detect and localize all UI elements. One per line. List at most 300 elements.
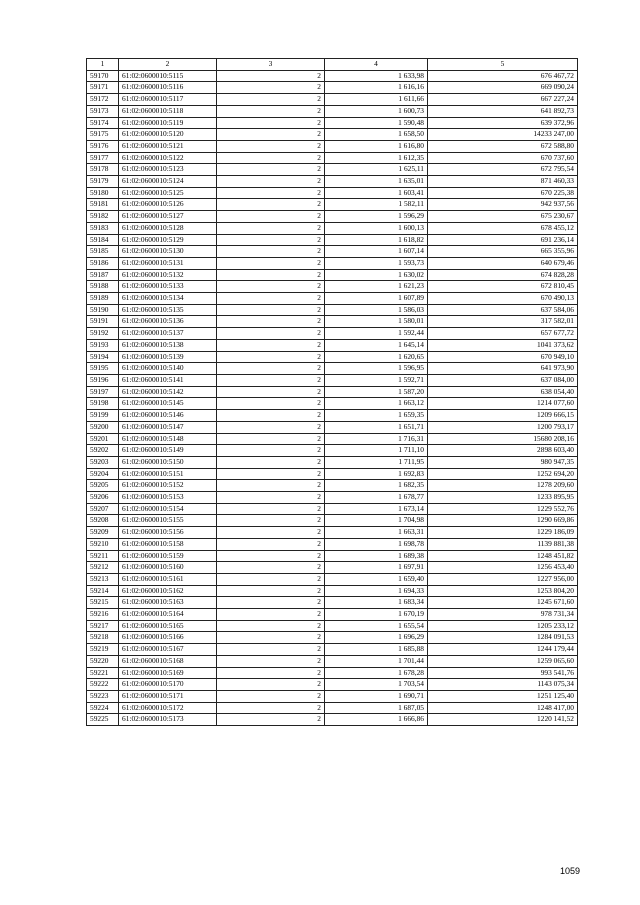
table-cell-col3: 2 — [217, 269, 325, 281]
table-row — [87, 690, 578, 702]
table-cell-col5: 1259 065,60 — [428, 655, 578, 667]
table-cell-col4: 1 621,23 — [325, 281, 428, 293]
table-cell-col2: 61:02:0600010:5118 — [119, 105, 217, 117]
table-cell-col1: 59208 — [87, 515, 119, 527]
table-cell-col3: 2 — [217, 316, 325, 328]
table-cell-col3: 2 — [217, 655, 325, 667]
table-cell-col2: 61:02:0600010:5141 — [119, 374, 217, 386]
table-cell-col4: 1 655,54 — [325, 620, 428, 632]
table-cell-col3: 2 — [217, 644, 325, 656]
table-cell-col4: 1 698,78 — [325, 538, 428, 550]
table-cell-col3: 2 — [217, 281, 325, 293]
table-cell-col2: 61:02:0600010:5167 — [119, 644, 217, 656]
table-row — [87, 140, 578, 152]
table-cell-col3: 2 — [217, 456, 325, 468]
table-cell-col2: 61:02:0600010:5158 — [119, 538, 217, 550]
table-cell-col5: 657 677,72 — [428, 328, 578, 340]
table-cell-col4: 1 616,16 — [325, 82, 428, 94]
table-cell-col4: 1 697,91 — [325, 562, 428, 574]
table-cell-col5: 1278 209,60 — [428, 480, 578, 492]
table-cell-col5: 665 355,96 — [428, 246, 578, 258]
table-cell-col4: 1 694,33 — [325, 585, 428, 597]
table-cell-col4: 1 603,41 — [325, 187, 428, 199]
table-cell-col5: 1214 077,60 — [428, 398, 578, 410]
table-cell-col2: 61:02:0600010:5122 — [119, 152, 217, 164]
table-cell-col4: 1 580,01 — [325, 316, 428, 328]
table-cell-col1: 59210 — [87, 538, 119, 550]
table-cell-col3: 2 — [217, 527, 325, 539]
table-cell-col1: 59196 — [87, 374, 119, 386]
table-cell-col3: 2 — [217, 199, 325, 211]
table-cell-col5: 670 225,38 — [428, 187, 578, 199]
table-cell-col3: 2 — [217, 410, 325, 422]
table-cell-col3: 2 — [217, 714, 325, 726]
table-cell-col1: 59193 — [87, 339, 119, 351]
table-cell-col4: 1 633,98 — [325, 70, 428, 82]
table-cell-col3: 2 — [217, 339, 325, 351]
table-row — [87, 667, 578, 679]
table-cell-col4: 1 635,01 — [325, 176, 428, 188]
table-row — [87, 456, 578, 468]
table-cell-col1: 59188 — [87, 281, 119, 293]
table-row — [87, 187, 578, 199]
table-cell-col3: 2 — [217, 667, 325, 679]
table-cell-col3: 2 — [217, 702, 325, 714]
table-cell-col4: 1 600,73 — [325, 105, 428, 117]
column-header-2: 2 — [119, 59, 217, 71]
table-cell-col1: 59204 — [87, 468, 119, 480]
table-cell-col5: 1200 793,17 — [428, 421, 578, 433]
table-cell-col3: 2 — [217, 538, 325, 550]
table-cell-col5: 672 588,80 — [428, 140, 578, 152]
column-header-3: 3 — [217, 59, 325, 71]
table-cell-col2: 61:02:0600010:5130 — [119, 246, 217, 258]
table-cell-col1: 59207 — [87, 503, 119, 515]
table-cell-col4: 1 582,11 — [325, 199, 428, 211]
table-cell-col3: 2 — [217, 480, 325, 492]
table-cell-col4: 1 586,03 — [325, 304, 428, 316]
table-cell-col2: 61:02:0600010:5156 — [119, 527, 217, 539]
table-cell-col5: 1256 453,40 — [428, 562, 578, 574]
table-row — [87, 679, 578, 691]
table-row — [87, 374, 578, 386]
table-row — [87, 117, 578, 129]
table-cell-col4: 1 701,44 — [325, 655, 428, 667]
table-cell-col3: 2 — [217, 234, 325, 246]
table-cell-col5: 672 810,45 — [428, 281, 578, 293]
table-cell-col1: 59218 — [87, 632, 119, 644]
table-cell-col3: 2 — [217, 94, 325, 106]
table-cell-col4: 1 596,95 — [325, 363, 428, 375]
table-cell-col5: 675 230,67 — [428, 211, 578, 223]
table-cell-col5: 1227 956,00 — [428, 573, 578, 585]
table-cell-col2: 61:02:0600010:5149 — [119, 445, 217, 457]
table-row — [87, 538, 578, 550]
table-cell-col5: 978 731,34 — [428, 609, 578, 621]
table-cell-col3: 2 — [217, 82, 325, 94]
table-cell-col3: 2 — [217, 468, 325, 480]
table-cell-col2: 61:02:0600010:5164 — [119, 609, 217, 621]
table-cell-col3: 2 — [217, 351, 325, 363]
table-cell-col5: 691 236,14 — [428, 234, 578, 246]
table-cell-col3: 2 — [217, 363, 325, 375]
table-row — [87, 609, 578, 621]
table-cell-col1: 59187 — [87, 269, 119, 281]
table-cell-col2: 61:02:0600010:5115 — [119, 70, 217, 82]
table-cell-col3: 2 — [217, 105, 325, 117]
table-cell-col2: 61:02:0600010:5145 — [119, 398, 217, 410]
table-cell-col2: 61:02:0600010:5153 — [119, 492, 217, 504]
table-cell-col3: 2 — [217, 386, 325, 398]
table-cell-col3: 2 — [217, 433, 325, 445]
table-cell-col2: 61:02:0600010:5137 — [119, 328, 217, 340]
table-cell-col1: 59217 — [87, 620, 119, 632]
table-row — [87, 211, 578, 223]
table-cell-col5: 674 828,28 — [428, 269, 578, 281]
table-cell-col2: 61:02:0600010:5155 — [119, 515, 217, 527]
table-cell-col2: 61:02:0600010:5135 — [119, 304, 217, 316]
table-cell-col5: 980 947,35 — [428, 456, 578, 468]
table-cell-col3: 2 — [217, 445, 325, 457]
table-cell-col5: 678 455,12 — [428, 222, 578, 234]
table-cell-col1: 59213 — [87, 573, 119, 585]
table-cell-col5: 993 541,76 — [428, 667, 578, 679]
table-body — [87, 70, 578, 725]
table-cell-col4: 1 611,66 — [325, 94, 428, 106]
table-cell-col1: 59212 — [87, 562, 119, 574]
table-cell-col4: 1 685,88 — [325, 644, 428, 656]
table-cell-col4: 1 678,77 — [325, 492, 428, 504]
table-row — [87, 152, 578, 164]
table-row — [87, 351, 578, 363]
table-cell-col3: 2 — [217, 421, 325, 433]
table-cell-col4: 1 618,82 — [325, 234, 428, 246]
table-cell-col5: 637 584,06 — [428, 304, 578, 316]
table-cell-col1: 59198 — [87, 398, 119, 410]
table-cell-col4: 1 692,83 — [325, 468, 428, 480]
table-cell-col3: 2 — [217, 679, 325, 691]
table-cell-col2: 61:02:0600010:5172 — [119, 702, 217, 714]
table-cell-col2: 61:02:0600010:5150 — [119, 456, 217, 468]
table-cell-col1: 59170 — [87, 70, 119, 82]
table-cell-col3: 2 — [217, 690, 325, 702]
table-cell-col2: 61:02:0600010:5160 — [119, 562, 217, 574]
table-cell-col4: 1 689,38 — [325, 550, 428, 562]
table-cell-col5: 15680 208,16 — [428, 433, 578, 445]
table-cell-col3: 2 — [217, 176, 325, 188]
column-header-1: 1 — [87, 59, 119, 71]
table-cell-col5: 1284 091,53 — [428, 632, 578, 644]
table-cell-col5: 670 490,13 — [428, 293, 578, 305]
table-row — [87, 281, 578, 293]
table-cell-col3: 2 — [217, 211, 325, 223]
table-cell-col1: 59178 — [87, 164, 119, 176]
table-row — [87, 246, 578, 258]
table-cell-col1: 59219 — [87, 644, 119, 656]
table-row — [87, 550, 578, 562]
table-cell-col5: 672 795,54 — [428, 164, 578, 176]
table-cell-col4: 1 711,95 — [325, 456, 428, 468]
table-cell-col4: 1 716,31 — [325, 433, 428, 445]
table-cell-col1: 59223 — [87, 690, 119, 702]
table-cell-col4: 1 592,71 — [325, 374, 428, 386]
table-cell-col1: 59172 — [87, 94, 119, 106]
table-cell-col5: 317 582,01 — [428, 316, 578, 328]
table-cell-col3: 2 — [217, 585, 325, 597]
table-row — [87, 257, 578, 269]
table-cell-col3: 2 — [217, 632, 325, 644]
table-cell-col1: 59174 — [87, 117, 119, 129]
table-cell-col2: 61:02:0600010:5151 — [119, 468, 217, 480]
table-row — [87, 527, 578, 539]
table-row — [87, 702, 578, 714]
table-cell-col5: 638 054,40 — [428, 386, 578, 398]
table-cell-col1: 59173 — [87, 105, 119, 117]
table-cell-col1: 59171 — [87, 82, 119, 94]
table-cell-col1: 59201 — [87, 433, 119, 445]
table-cell-col4: 1 592,44 — [325, 328, 428, 340]
table-cell-col5: 1245 671,60 — [428, 597, 578, 609]
table-row — [87, 304, 578, 316]
table-cell-col1: 59185 — [87, 246, 119, 258]
table-cell-col1: 59202 — [87, 445, 119, 457]
table-cell-col4: 1 616,80 — [325, 140, 428, 152]
table-cell-col4: 1 673,14 — [325, 503, 428, 515]
table-cell-col3: 2 — [217, 293, 325, 305]
table-cell-col1: 59215 — [87, 597, 119, 609]
table-cell-col2: 61:02:0600010:5128 — [119, 222, 217, 234]
table-cell-col2: 61:02:0600010:5134 — [119, 293, 217, 305]
table-cell-col1: 59175 — [87, 129, 119, 141]
table-cell-col3: 2 — [217, 129, 325, 141]
table-cell-col3: 2 — [217, 374, 325, 386]
table-cell-col5: 14233 247,00 — [428, 129, 578, 141]
table-cell-col5: 1248 417,00 — [428, 702, 578, 714]
table-row — [87, 222, 578, 234]
table-cell-col4: 1 625,11 — [325, 164, 428, 176]
table-cell-col4: 1 696,29 — [325, 632, 428, 644]
table-cell-col3: 2 — [217, 328, 325, 340]
table-row — [87, 515, 578, 527]
table-cell-col4: 1 703,54 — [325, 679, 428, 691]
table-cell-col2: 61:02:0600010:5147 — [119, 421, 217, 433]
table-cell-col2: 61:02:0600010:5159 — [119, 550, 217, 562]
table-row — [87, 94, 578, 106]
table-cell-col4: 1 590,48 — [325, 117, 428, 129]
column-header-5: 5 — [428, 59, 578, 71]
table-cell-col3: 2 — [217, 304, 325, 316]
table-cell-col2: 61:02:0600010:5120 — [119, 129, 217, 141]
table-cell-col2: 61:02:0600010:5166 — [119, 632, 217, 644]
table-cell-col2: 61:02:0600010:5127 — [119, 211, 217, 223]
table-cell-col3: 2 — [217, 398, 325, 410]
table-cell-col2: 61:02:0600010:5129 — [119, 234, 217, 246]
table-cell-col5: 637 084,00 — [428, 374, 578, 386]
table-cell-col2: 61:02:0600010:5121 — [119, 140, 217, 152]
table-cell-col1: 59181 — [87, 199, 119, 211]
table-cell-col5: 1229 552,76 — [428, 503, 578, 515]
table-cell-col1: 59189 — [87, 293, 119, 305]
table-row — [87, 644, 578, 656]
table-cell-col1: 59192 — [87, 328, 119, 340]
table-cell-col3: 2 — [217, 573, 325, 585]
table-row — [87, 655, 578, 667]
table-cell-col2: 61:02:0600010:5152 — [119, 480, 217, 492]
table-cell-col5: 1041 373,62 — [428, 339, 578, 351]
table-cell-col3: 2 — [217, 222, 325, 234]
table-cell-col4: 1 659,35 — [325, 410, 428, 422]
table-cell-col1: 59200 — [87, 421, 119, 433]
table-cell-col4: 1 607,89 — [325, 293, 428, 305]
table-cell-col2: 61:02:0600010:5138 — [119, 339, 217, 351]
table-row — [87, 562, 578, 574]
table-cell-col5: 1220 141,52 — [428, 714, 578, 726]
table-cell-col3: 2 — [217, 620, 325, 632]
table-cell-col3: 2 — [217, 562, 325, 574]
table-row — [87, 293, 578, 305]
table-cell-col2: 61:02:0600010:5116 — [119, 82, 217, 94]
table-cell-col2: 61:02:0600010:5148 — [119, 433, 217, 445]
table-cell-col1: 59191 — [87, 316, 119, 328]
table-cell-col5: 942 937,56 — [428, 199, 578, 211]
table-row — [87, 433, 578, 445]
table-cell-col3: 2 — [217, 140, 325, 152]
table-cell-col2: 61:02:0600010:5125 — [119, 187, 217, 199]
table-cell-col4: 1 659,40 — [325, 573, 428, 585]
table-cell-col5: 1248 451,82 — [428, 550, 578, 562]
table-cell-col2: 61:02:0600010:5124 — [119, 176, 217, 188]
table-row — [87, 70, 578, 82]
table-cell-col4: 1 600,13 — [325, 222, 428, 234]
table-cell-col1: 59177 — [87, 152, 119, 164]
table-row — [87, 269, 578, 281]
table-cell-col2: 61:02:0600010:5142 — [119, 386, 217, 398]
page-number: 1059 — [559, 866, 580, 876]
table-cell-col1: 59224 — [87, 702, 119, 714]
table-cell-col1: 59184 — [87, 234, 119, 246]
table-cell-col2: 61:02:0600010:5123 — [119, 164, 217, 176]
table-cell-col1: 59220 — [87, 655, 119, 667]
table-cell-col5: 1252 694,20 — [428, 468, 578, 480]
table-cell-col2: 61:02:0600010:5136 — [119, 316, 217, 328]
table-cell-col2: 61:02:0600010:5170 — [119, 679, 217, 691]
column-header-4: 4 — [325, 59, 428, 71]
table-row — [87, 363, 578, 375]
table-row — [87, 620, 578, 632]
table-cell-col2: 61:02:0600010:5140 — [119, 363, 217, 375]
table-cell-col5: 670 949,10 — [428, 351, 578, 363]
table-cell-col4: 1 670,19 — [325, 609, 428, 621]
table-cell-col3: 2 — [217, 246, 325, 258]
table-cell-col5: 1251 125,40 — [428, 690, 578, 702]
table-row — [87, 585, 578, 597]
table-cell-col1: 59209 — [87, 527, 119, 539]
table-cell-col1: 59225 — [87, 714, 119, 726]
table-cell-col3: 2 — [217, 257, 325, 269]
table-cell-col2: 61:02:0600010:5168 — [119, 655, 217, 667]
table-cell-col2: 61:02:0600010:5163 — [119, 597, 217, 609]
table-cell-col5: 1290 669,86 — [428, 515, 578, 527]
table-cell-col4: 1 682,35 — [325, 480, 428, 492]
table-row — [87, 410, 578, 422]
table-cell-col2: 61:02:0600010:5132 — [119, 269, 217, 281]
table-cell-col5: 640 679,46 — [428, 257, 578, 269]
table-cell-col4: 1 683,34 — [325, 597, 428, 609]
table-cell-col1: 59203 — [87, 456, 119, 468]
table-cell-col4: 1 645,14 — [325, 339, 428, 351]
table-cell-col2: 61:02:0600010:5131 — [119, 257, 217, 269]
table-cell-col1: 59182 — [87, 211, 119, 223]
table-cell-col5: 1253 804,20 — [428, 585, 578, 597]
table-row — [87, 316, 578, 328]
table-cell-col4: 1 711,10 — [325, 445, 428, 457]
table-cell-col3: 2 — [217, 597, 325, 609]
table-cell-col4: 1 587,20 — [325, 386, 428, 398]
table-cell-col4: 1 620,65 — [325, 351, 428, 363]
table-row — [87, 714, 578, 726]
table-cell-col5: 1229 186,09 — [428, 527, 578, 539]
table-cell-col1: 59194 — [87, 351, 119, 363]
table-header-row — [87, 59, 578, 71]
table-cell-col5: 1244 179,44 — [428, 644, 578, 656]
table-cell-col3: 2 — [217, 187, 325, 199]
table-cell-col4: 1 666,86 — [325, 714, 428, 726]
table-cell-col5: 667 227,24 — [428, 94, 578, 106]
table-cell-col1: 59186 — [87, 257, 119, 269]
table-row — [87, 597, 578, 609]
table-row — [87, 386, 578, 398]
table-cell-col1: 59216 — [87, 609, 119, 621]
table-cell-col1: 59205 — [87, 480, 119, 492]
table-cell-col1: 59179 — [87, 176, 119, 188]
table-row — [87, 164, 578, 176]
table-row — [87, 129, 578, 141]
table-cell-col3: 2 — [217, 609, 325, 621]
table-cell-col2: 61:02:0600010:5161 — [119, 573, 217, 585]
table-cell-col1: 59214 — [87, 585, 119, 597]
table-cell-col3: 2 — [217, 117, 325, 129]
table-row — [87, 176, 578, 188]
table-cell-col5: 670 737,60 — [428, 152, 578, 164]
table-cell-col4: 1 658,50 — [325, 129, 428, 141]
table-cell-col3: 2 — [217, 164, 325, 176]
table-cell-col1: 59221 — [87, 667, 119, 679]
table-cell-col2: 61:02:0600010:5169 — [119, 667, 217, 679]
table-cell-col3: 2 — [217, 70, 325, 82]
table-cell-col2: 61:02:0600010:5126 — [119, 199, 217, 211]
table-cell-col2: 61:02:0600010:5139 — [119, 351, 217, 363]
table-cell-col4: 1 663,31 — [325, 527, 428, 539]
table-row — [87, 82, 578, 94]
table-cell-col4: 1 651,71 — [325, 421, 428, 433]
table-cell-col2: 61:02:0600010:5162 — [119, 585, 217, 597]
table-cell-col2: 61:02:0600010:5119 — [119, 117, 217, 129]
table-row — [87, 445, 578, 457]
table-row — [87, 199, 578, 211]
table-row — [87, 632, 578, 644]
table-cell-col5: 669 090,24 — [428, 82, 578, 94]
table-cell-col2: 61:02:0600010:5173 — [119, 714, 217, 726]
table-cell-col4: 1 630,02 — [325, 269, 428, 281]
table-cell-col2: 61:02:0600010:5171 — [119, 690, 217, 702]
table-row — [87, 398, 578, 410]
table-cell-col1: 59183 — [87, 222, 119, 234]
table-cell-col3: 2 — [217, 515, 325, 527]
table-cell-col3: 2 — [217, 492, 325, 504]
table-row — [87, 573, 578, 585]
table-cell-col4: 1 690,71 — [325, 690, 428, 702]
table-row — [87, 480, 578, 492]
